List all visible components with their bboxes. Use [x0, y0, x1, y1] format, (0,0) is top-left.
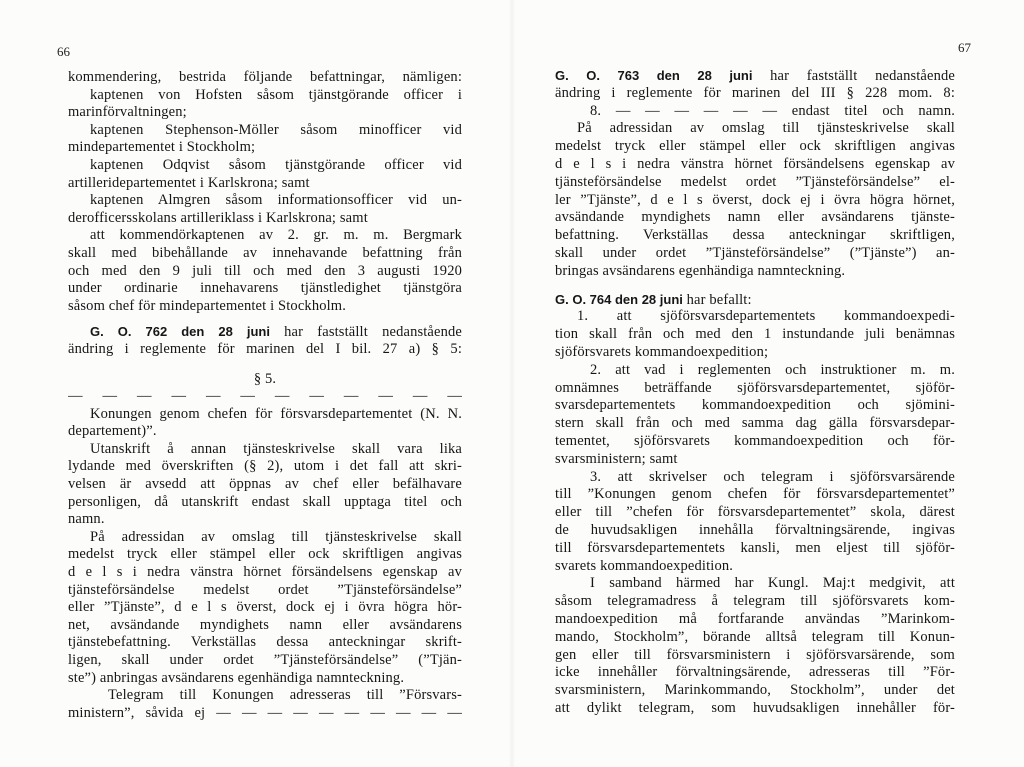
text-line: ministern”, såvida ej — — — — — — — — — —: [68, 704, 462, 721]
text-line: kaptenen Odqvist såsom tjänstgörande officer vid: [90, 156, 462, 173]
order-reference: G. O. 762 den 28 juni: [90, 324, 270, 340]
text-line: och med den 9 juli till och med den 3 augusti 1920: [68, 262, 462, 279]
text-line: d e l s i nedra vänstra hörnet försändelsens egenskap av: [555, 155, 955, 172]
text-line: Utanskrift å annan tjänsteskrivelse skall vara lika: [90, 440, 462, 457]
order-heading-line: [68, 323, 462, 341]
text-line: såsom chef för mindepartementet i Stockholm.: [68, 297, 347, 314]
text-line: befattning. Verkställas dessa anteckningar skriftligen,: [555, 227, 955, 244]
text-line: tjänsteförsändelse medelst ordet ”Tjänsteförsändelse” el-: [555, 173, 955, 190]
text-line: gen eller till försvarsministern i sjöförsvarsärende, som: [555, 646, 955, 663]
right-page-body: [555, 67, 955, 718]
text-line: På adressidan av omslag till tjänsteskrivelse skall: [90, 528, 462, 545]
order-text: har befallt:: [682, 291, 752, 308]
text-line: kaptenen Stephenson-Möller såsom minofficer vid: [90, 121, 462, 138]
text-line: departement)”.: [68, 423, 157, 440]
text-line: lydande med överskriften (§ 2), utom i det fall att skri-: [68, 458, 462, 475]
section-heading: § 5.: [253, 370, 277, 387]
text-line: svarsdepartementets kommandoexpedition och sjömini-: [555, 397, 955, 414]
text-line: tjänstebefattning. Verkställas dessa anteckningar skrift-: [68, 634, 462, 651]
text-line: mandoexpedition må fortfarande användas ”Marinkom-: [555, 610, 955, 627]
text-line: marinförvaltningen;: [68, 104, 187, 121]
text-line: bringas avsändarens egenhändiga namnteckning.: [555, 262, 846, 279]
text-line: under ordinarie innehavarens tjänstledighet tjänstgöra: [68, 280, 462, 297]
text-line: mando, Stockholm”, börande alltså telegram till Konun-: [555, 628, 955, 645]
text-line: kaptenen von Hofsten såsom tjänstgörande officer i: [90, 86, 462, 103]
text-line: d e l s i nedra vänstra hörnet försändelsens egenskap av: [68, 564, 462, 581]
text-line: ändring i reglemente för marinen del III § 228 mom. 8:: [555, 84, 955, 101]
text-line: kaptenen Almgren såsom informationsofficer vid un-: [90, 192, 462, 209]
text-line: personligen, då utanskrift endast skall upptaga titel och: [68, 493, 462, 510]
page-gutter: [509, 0, 515, 767]
text-line: 8. — — — — — — endast titel och namn.: [590, 102, 955, 119]
text-line: icke innehåller förvaltningsärende, adresseras till ”För-: [555, 664, 955, 681]
order-text: har fastställt nedanstående: [752, 68, 955, 84]
order-text: har fastställt nedanstående: [269, 324, 462, 341]
text-line: net, avsändande myndighets namn eller avsändarens: [68, 616, 462, 633]
text-line: skall med bibehållande av innehavande befattning från: [68, 244, 462, 261]
text-line: kommendering, bestrida följande befattningar, nämligen:: [68, 69, 462, 85]
text-line: de huvudsakligen innehålla förvaltningsärende, ingivas: [555, 521, 955, 538]
order-heading-line: [555, 291, 955, 309]
text-line: att kommendörkaptenen av 2. gr. m. m. Bergmark: [90, 227, 462, 244]
text-line: skall under ordet ”Tjänsteförsändelse” (”Tjänste”) an-: [555, 244, 955, 261]
text-line: till försvarsdepartementets kansli, men eljest till sjöför-: [555, 539, 955, 556]
text-line: Telegram till Konungen adresseras till ”Försvars-: [108, 687, 462, 704]
text-line: medelst tryck eller stämpel eller ock skriftligen angivas: [68, 546, 462, 563]
order-heading-line: [555, 67, 955, 85]
text-line: velsen är avsedd att öppnas av chef eller befälhavare: [68, 476, 462, 493]
text-line: svarets kommandoexpedition.: [555, 557, 734, 574]
text-line: 3. att skrivelser och telegram i sjöförsvarsärende: [590, 468, 955, 485]
text-line: mindepartementet i Stockholm;: [68, 139, 256, 156]
order-reference: G. O. 764 den 28 juni: [555, 291, 683, 307]
text-line: svarsministern, Marinkommando, Stockholm”, under det: [555, 682, 955, 699]
text-line: avsändande myndighets namn eller avsändarens tjänste-: [555, 209, 955, 226]
text-line: sjöförsvarets kommandoexpedition;: [555, 343, 769, 360]
text-line: eller till ”chefen för försvarsdepartementet” skola, därest: [555, 504, 955, 521]
dash-line: — — — — — — — — — — — —: [68, 388, 462, 405]
text-line: artilleridepartementet i Karlskrona; samt: [68, 174, 310, 191]
text-line: medelst tryck eller stämpel eller ock skriftligen angivas: [555, 138, 955, 155]
text-line: ler ”Tjänste”, d e l s överst, dock ej i övra högra hörnet,: [555, 191, 955, 208]
text-line: tion skall från och med den 1 instundande juli benämnas: [555, 326, 955, 343]
text-line: 1. att sjöförsvarsdepartementets kommandoexpedi-: [577, 308, 955, 325]
text-line: ste”) anbringas avsändarens egenhändiga namnteckning.: [68, 669, 405, 686]
text-line: I samband härmed har Kungl. Maj:t medgivit, att: [590, 575, 955, 592]
page-number: 66: [57, 44, 70, 59]
text-line: tementet, sjöförsvarets kommandoexpedition och för-: [555, 432, 955, 449]
text-line: derofficersskolans artilleriklass i Karlskrona; samt: [68, 209, 368, 226]
text-line: Konungen genom chefen för försvarsdepartementet (N. N.: [90, 405, 462, 422]
text-line: ligen, skall under ordet ”Tjänsteförsändelse” (”Tjän-: [68, 652, 462, 668]
order-reference: G. O. 763 den 28 juni: [555, 68, 753, 83]
text-line: att dylikt telegram, som huvudsakligen innehåller för-: [555, 699, 955, 716]
text-line: till ”Konungen genom chefen för försvarsdepartementet”: [555, 486, 955, 503]
text-line: såsom telegramadress å telegram till sjöförsvarets kom-: [555, 593, 955, 610]
text-line: omnämnes beträffande sjöförsvarsdepartementet, sjöför-: [555, 379, 955, 396]
text-line: 2. att vad i reglementen och instruktioner m. m.: [590, 361, 955, 378]
text-line: ändring i reglemente för marinen del I bil. 27 a) § 5:: [68, 340, 462, 357]
text-line: stern skall från och med samma dag gälla försvarsdepar-: [555, 415, 955, 432]
text-line: På adressidan av omslag till tjänsteskrivelse skall: [577, 120, 955, 137]
left-page-body: [68, 69, 462, 722]
text-line: eller ”Tjänste”, d e l s överst, dock ej i övra högra hör-: [68, 599, 462, 616]
page-number: 67: [958, 40, 971, 55]
text-line: svarsministern; samt: [555, 450, 678, 467]
text-line: tjänsteförsändelse medelst ordet ”Tjänsteförsändelse”: [68, 581, 462, 598]
text-line: namn.: [68, 511, 105, 528]
